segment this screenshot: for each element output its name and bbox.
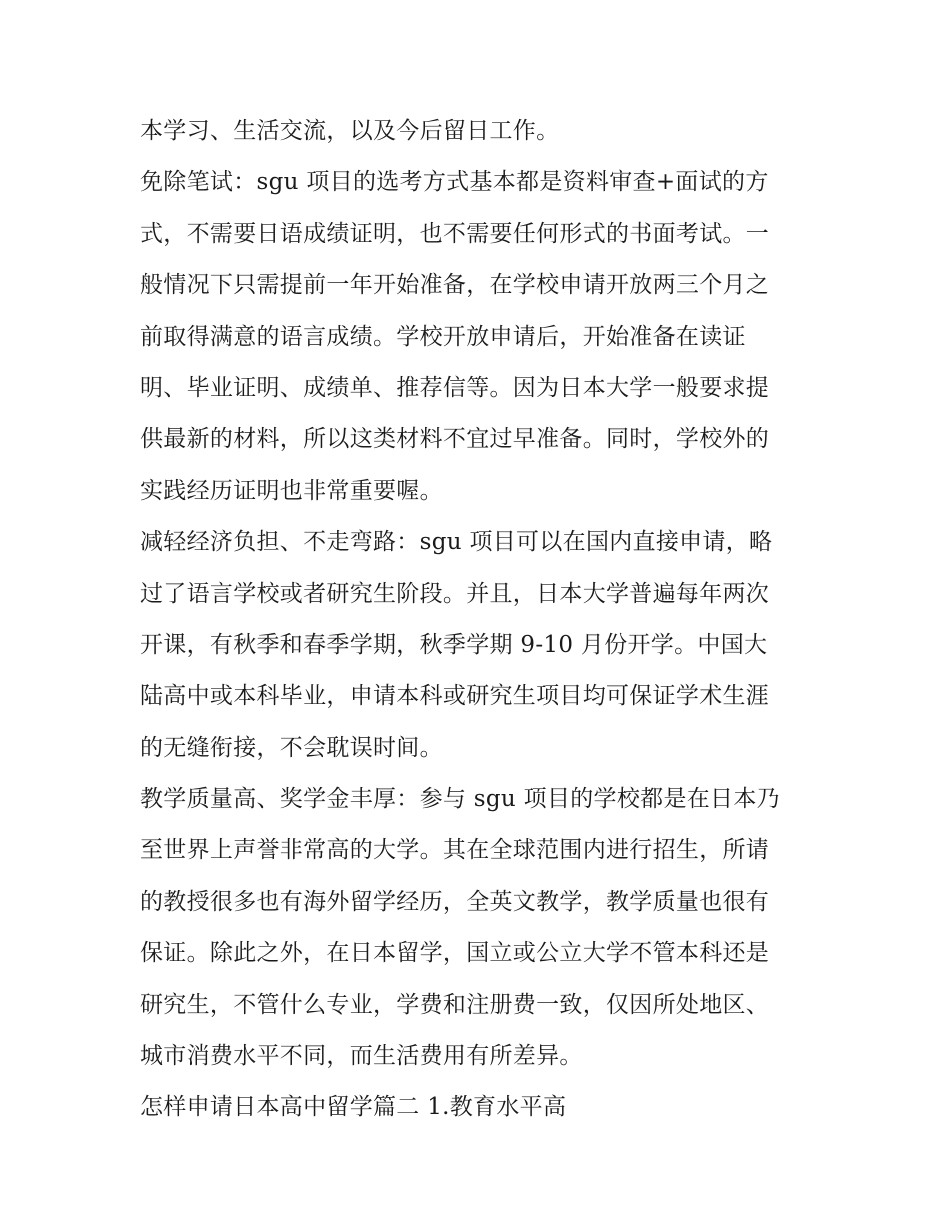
text-line: 本学习、生活交流，以及今后留日工作。 bbox=[140, 118, 560, 144]
text-line: 怎样申请日本高中留学篇二 1.教育水平高 bbox=[140, 1094, 567, 1121]
text-line: 前取得满意的语言成绩。学校开放申请后，开始准备在读证 bbox=[140, 323, 746, 350]
text-line: 至世界上声誉非常高的大学。其在全球范围内进行招生，所请 bbox=[140, 837, 770, 864]
text-line: 的教授很多也有海外留学经历，全英文教学，教学质量也很有 bbox=[140, 888, 770, 915]
text-line: 式，不需要日语成绩证明，也不需要任何形式的书面考试。一 bbox=[140, 220, 770, 247]
text-line: 陆高中或本科毕业，申请本科或研究生项目均可保证学术生涯 bbox=[140, 683, 770, 710]
text-line: 明、毕业证明、成绩单、推荐信等。因为日本大学一般要求提 bbox=[140, 374, 770, 401]
text-line: 保证。除此之外，在日本留学，国立或公立大学不管本科还是 bbox=[140, 940, 770, 967]
text-line: 教学质量高、奖学金丰厚：参与 sgu 项目的学校都是在日本乃 bbox=[140, 786, 780, 813]
text-line: 过了语言学校或者研究生阶段。并且，日本大学普遍每年两次 bbox=[140, 580, 770, 607]
text-line: 般情况下只需提前一年开始准备，在学校申请开放两三个月之 bbox=[140, 272, 770, 299]
text-line: 城市消费水平不同，而生活费用有所差异。 bbox=[140, 1043, 583, 1070]
text-line: 免除笔试：sgu 项目的选考方式基本都是资料审查+面试的方 bbox=[140, 169, 769, 196]
text-line: 减轻经济负担、不走弯路：sgu 项目可以在国内直接申请，略 bbox=[140, 529, 773, 556]
document-body-text bbox=[140, 106, 820, 1134]
text-line: 实践经历证明也非常重要喔。 bbox=[140, 477, 443, 504]
text-line: 的无缝衔接，不会耽误时间。 bbox=[140, 734, 443, 761]
text-line: 研究生，不管什么专业，学费和注册费一致，仅因所处地区、 bbox=[140, 991, 770, 1018]
text-line: 开课，有秋季和春季学期，秋季学期 9-10 月份开学。中国大 bbox=[140, 631, 768, 658]
text-line: 供最新的材料，所以这类材料不宜过早准备。同时，学校外的 bbox=[140, 426, 770, 453]
